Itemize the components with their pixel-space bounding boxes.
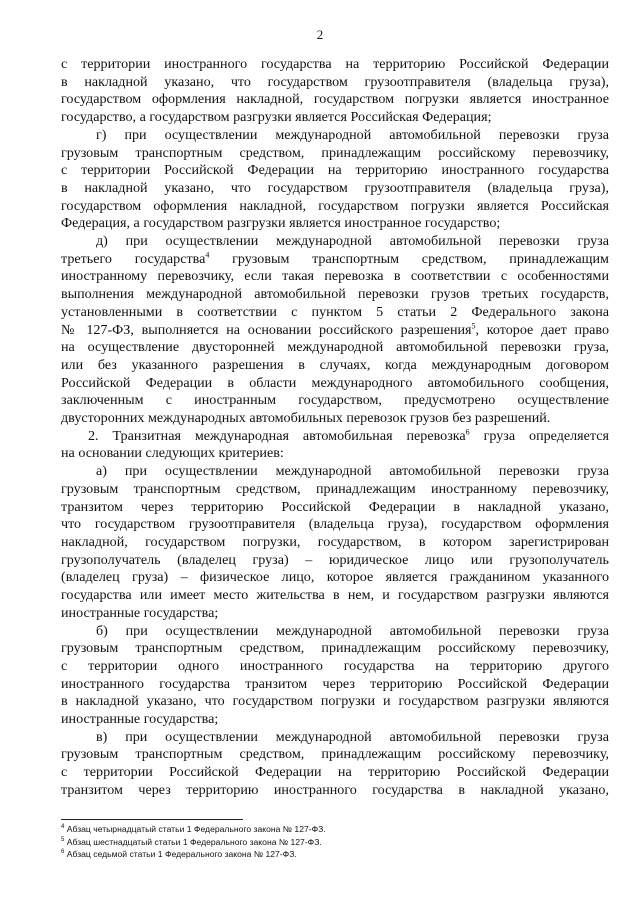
footnote-mark: 4 — [61, 824, 65, 831]
text-line — [61, 428, 609, 446]
paragraph-item-g — [61, 127, 609, 233]
text-line: транзитом через территорию Российской Федерации в накладной указано, — [61, 498, 609, 515]
text-line: двусторонних международных автомобильных перевозок грузов без разрешений. — [61, 410, 551, 427]
footnote-divider — [61, 819, 243, 820]
text-fragment: 2. Транзитная международная автомобильная перевозка — [88, 427, 466, 444]
footnote-ref-4[interactable]: 4 — [205, 250, 210, 260]
text-line: иностранные государства; — [61, 711, 219, 728]
footnote-6 — [61, 848, 609, 861]
footnote-mark: 5 — [61, 836, 65, 843]
text-line: выполнения международной автомобильной перевозки грузов третьих государств, — [61, 286, 609, 303]
footnote-text: Абзац шестнадцатый статьи 1 Федерального закона № 127-ФЗ. — [64, 836, 322, 847]
text-line: иностранному перевозчику, если такая перевозка в соответствии с особенностями — [61, 268, 609, 285]
document-body — [61, 56, 609, 800]
paragraph-item-d — [61, 233, 609, 428]
text-line: а) при осуществлении международной автомобильной перевозки груза — [96, 463, 609, 480]
text-line — [61, 322, 609, 340]
text-line: (владелец груза) – физическое лицо, которое является гражданином указанного — [61, 569, 609, 586]
text-line: Федерация, а государством разгрузки является иностранное государство; — [61, 215, 501, 232]
text-line: установленными в соответствии с пунктом 5 статьи 2 Федерального закона — [61, 303, 609, 320]
text-line: иностранные государства; — [61, 604, 219, 621]
text-line: заключенным с иностранным государством, предусмотрено осуществление — [61, 392, 609, 409]
text-line: иностранного государства транзитом через территорию Российской Федерации — [61, 675, 609, 692]
text-line: грузовым транспортным средством, принадлежащим иностранному перевозчику, — [61, 480, 609, 497]
footnote-mark: 6 — [61, 849, 65, 856]
text-line — [61, 251, 609, 269]
footnote-5 — [61, 836, 609, 849]
footnote-4 — [61, 823, 609, 836]
paragraph-continuation — [61, 56, 609, 127]
text-line: на основании следующих критериев: — [61, 445, 284, 462]
paragraph-section-2 — [61, 428, 609, 463]
text-line: или без указанного разрешения в случаях, когда международным договором — [61, 356, 609, 373]
text-line: б) при осуществлении международной автомобильной перевозки груза — [96, 622, 609, 639]
text-line: в) при осуществлении международной автомобильной перевозки груза — [96, 728, 609, 745]
text-line: грузополучатель (владелец груза) – юридическое лицо или грузополучатель — [61, 551, 609, 568]
footnote-ref-6[interactable]: 6 — [465, 427, 470, 437]
text-line: государства или имеет место жительства в нем, и государством разгрузки являются — [61, 587, 609, 604]
text-line: с территории одного иностранного государства на территорию другого — [61, 657, 609, 674]
text-fragment: грузовым транспортным средством, принадлежащим — [209, 250, 609, 267]
text-fragment: , которое дает право — [475, 321, 609, 338]
page-number: 2 — [316, 27, 324, 42]
text-line: грузовым транспортным средством, принадлежащим российскому перевозчику, — [61, 640, 609, 657]
text-line: с территории Российской Федерации на территорию Российской Федерации — [61, 764, 609, 781]
text-line: что государством грузоотправителя (владельца груза), государством оформления — [61, 516, 609, 533]
text-line: в накладной указано, что государством грузоотправителя (владельца груза), — [61, 73, 609, 90]
text-line: д) при осуществлении международной автомобильной перевозки груза — [96, 233, 609, 250]
footnote-text: Абзац седьмой статьи 1 Федерального закона № 127-ФЗ. — [64, 849, 297, 859]
text-line: Российской Федерации в области международного автомобильного сообщения, — [61, 374, 609, 391]
footnote-text: Абзац четырнадцатый статьи 1 Федерального закона № 127-ФЗ. — [64, 824, 326, 834]
text-line: транзитом через территорию иностранного государства в накладной указано, — [61, 781, 609, 798]
footnotes — [61, 823, 609, 861]
text-line: с территории Российской Федерации на территорию иностранного государства — [61, 162, 609, 179]
text-line: г) при осуществлении международной автомобильной перевозки груза — [96, 126, 609, 143]
text-line: грузовым транспортным средством, принадлежащим российскому перевозчику, — [61, 144, 609, 161]
text-line: грузовым транспортным средством, принадлежащим российскому перевозчику, — [61, 746, 609, 763]
text-fragment: № 127-ФЗ, выполняется на основании российского разрешения — [61, 321, 472, 338]
text-line: накладной, государством погрузки, государством, в котором зарегистрирован — [61, 533, 609, 550]
paragraph-item-v — [61, 729, 609, 800]
text-fragment: груза определяется — [469, 427, 609, 444]
text-line: в накладной указано, что государством грузоотправителя (владельца груза), — [61, 179, 609, 196]
text-line: государством оформления накладной, государством погрузки является иностранное — [61, 91, 609, 108]
text-line: на осуществление двусторонней международной автомобильной перевозки груза, — [61, 339, 609, 356]
footnote-ref-5[interactable]: 5 — [471, 320, 476, 330]
text-line: с территории иностранного государства на территорию Российской Федерации — [61, 56, 609, 72]
text-line: в накладной указано, что государством погрузки и государством разгрузки являются — [61, 693, 609, 710]
text-line: государство, а государством разгрузки является Российская Федерация; — [61, 109, 492, 126]
paragraph-item-a — [61, 463, 609, 622]
text-fragment: третьего государства — [61, 250, 206, 267]
text-line: государством оформления накладной, государством погрузки является Российская — [61, 197, 609, 214]
paragraph-item-b — [61, 623, 609, 729]
